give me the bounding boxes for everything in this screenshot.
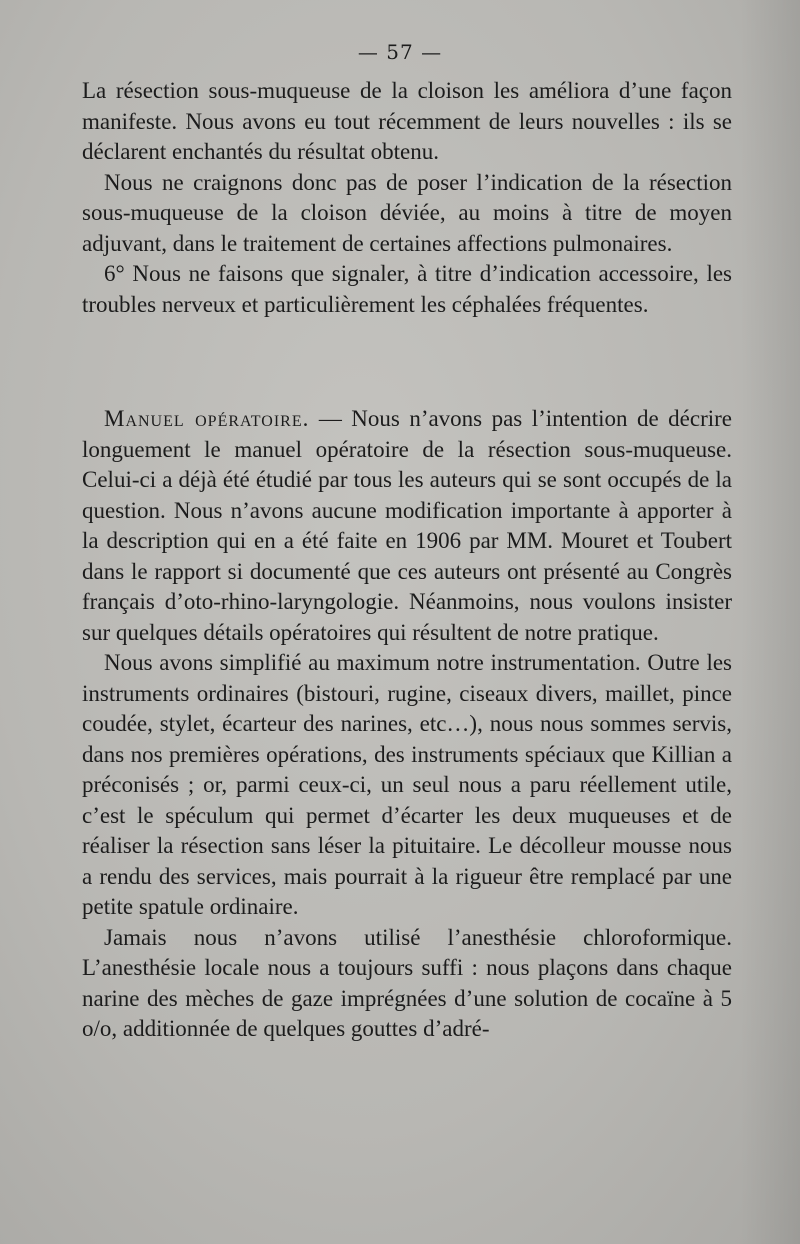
section-heading: Manuel opératoire. <box>104 406 310 431</box>
paragraph-6: Jamais nous n’avons utilisé l’anesthésie chloroformique. L’anesthésie locale nous a toujours suffi : nous plaçons dans chaque narine des mèches de gaze imprégnées d’une solution de cocaïne à 5 o/o, additionnée de quelques gouttes d’adré- <box>82 924 732 1041</box>
paragraph-1: La résection sous-muqueuse de la cloison les améliora d’une façon manifeste. Nous avons eu tout récemment de leurs nouvelles : ils se déclarent enchantés du résultat obtenu. <box>82 78 732 164</box>
section-2-text <box>82 404 732 1045</box>
paragraph-4-body: — Nous n’avons pas l’intention de décrire longuement le manuel opératoire de la résection sous-muqueuse. Celui-ci a déjà été étudié par tous les auteurs qui se sont occupés de la question. Nous n’avons aucune modification importante à apporter à la description qui en a été faite en 1906 par MM. Mouret et Toubert dans le rapport si documenté que ces auteurs ont présenté au Congrès français d’oto-rhino-laryngologie. Néanmoins, nous voulons insister sur quelques détails opératoires qui résultent de notre pratique. <box>82 406 733 645</box>
paragraph-manuel-operatoire <box>82 404 732 648</box>
paragraph-3: 6° Nous ne faisons que signaler, à titre d’indication accessoire, les troubles nerveux et particulièrement les céphalées fréquentes. <box>82 261 732 317</box>
paragraph-2: Nous ne craignons donc pas de poser l’indication de la résection sous-muqueuse de la cloison déviée, au moins à titre de moyen adjuvant, dans le traitement de certaines affections pulmonaires. <box>82 169 732 256</box>
section-1-text <box>82 76 732 320</box>
paragraph-5: Nous avons simplifié au maximum notre instrumentation. Outre les instruments ordinaires (bistouri, rugine, ciseaux divers, maillet, pince coudée, stylet, écarteur des narines, etc…), nous nous sommes servis, dans nos premières opérations, des instruments spéciaux que Killian a préconisés ; or, parmi ceux-ci, un seul nous a paru réellement utile, c’est le spéculum qui permet d’écarter les deux muqueuses et de réaliser la résection sans léser la pituitaire. Le décolleur mousse nous a rendu des services, mais pourrait à la rigueur être remplacé par une petite spatule ordinaire. <box>82 650 732 919</box>
page-edge-shadow <box>740 0 800 1244</box>
page-number: — 57 — <box>357 40 443 64</box>
